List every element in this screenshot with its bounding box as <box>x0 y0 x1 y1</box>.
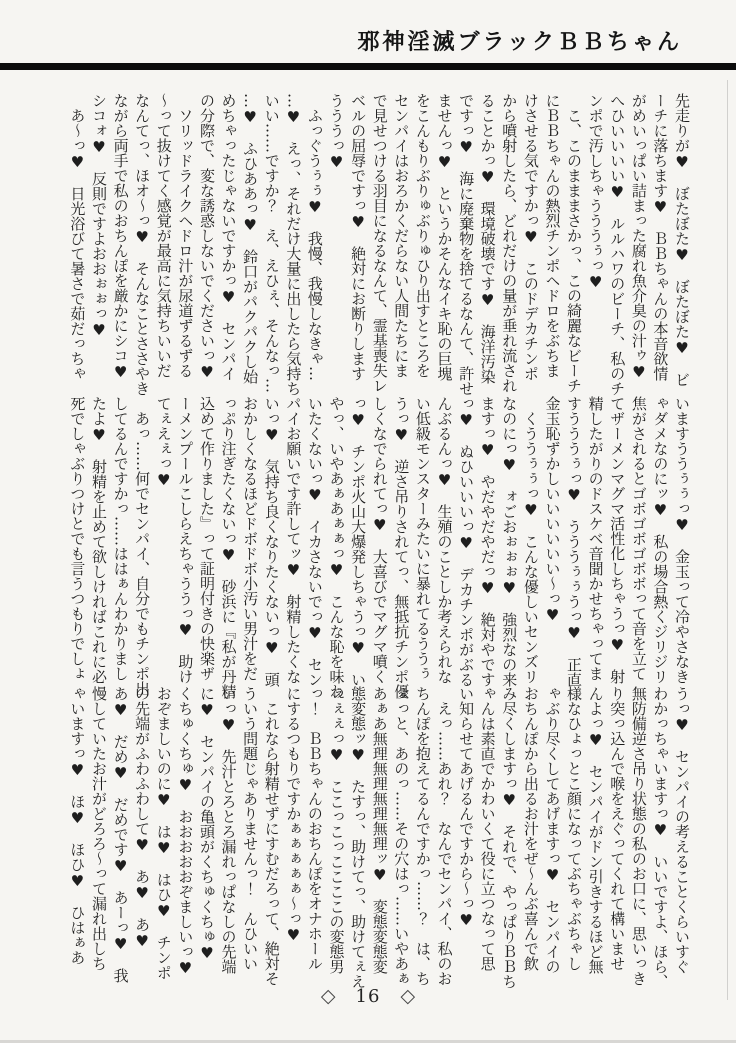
text-column: えっ……あれ？ なんでセンパイ、私のお <box>435 686 454 986</box>
text-column: たよ♥ 射精を止めて欲しければこれに必 <box>89 396 108 684</box>
page-title: 邪神淫滅ブラックＢＢちゃん <box>357 29 682 55</box>
text-column: っぷり注ぎたくないっ♥ 砂浜に『私が丹精 <box>219 396 238 699</box>
text-column: いい……ですか？ え、えひぇ、そんなっ… <box>262 93 281 393</box>
text-block-1 <box>66 93 692 396</box>
text-column: いっ♥ 先汁とろとろ漏れっぱなしの先端 <box>219 686 238 974</box>
text-column: 金玉恥ずかしいいいいいい～っ♥ <box>543 396 562 624</box>
text-column: ながら両手で私のおちんぽを厳かにシコ♥ <box>111 93 130 381</box>
text-column: に♥ センパイの亀頭がくちゅくちゅ♥ <box>197 686 216 962</box>
text-column: うううっ♥ <box>327 93 346 171</box>
text-column: ることかっ♥ 環境破壊です♥ 海洋汚染 <box>478 93 497 384</box>
text-column: あ♥ だめ♥ だめです♥ あーっ♥ 我 <box>111 686 130 983</box>
text-column: センパイはおろかくだらない人間たちにま <box>392 93 411 378</box>
text-column: シコォ♥ 反則ですよおおぉぉっ♥ <box>89 93 108 339</box>
text-column: り突っ込んで喉をえぐってくれて構いませ <box>608 686 627 971</box>
text-column: 精したがりのドスケベ音聞かせちゃってま <box>586 396 605 681</box>
text-column: 先走りが♥ ぼたぼた♥ ぼたぼた♥ ビ <box>673 93 691 387</box>
text-block-3 <box>66 686 692 989</box>
page-footer <box>0 986 736 1007</box>
text-column: 様なひょっとこ顔になってぶちゃぶちゃし <box>565 686 584 971</box>
text-column: あ～っ♥ 日光浴びて暑さで茹だっちゃ <box>68 93 87 381</box>
text-column: ゃぶり尽くしてあげますっ♥ センパイの <box>543 686 562 974</box>
text-column: なんてっ、ほオ～っ♥ そんなことささやき <box>133 93 152 396</box>
text-column: んよっ♥ センパイがドン引きするほど無 <box>586 686 605 974</box>
text-column: いたくないっ♥ イカさないでっ♥ セン <box>305 396 324 687</box>
text-column: 焦がされるとゴボゴボゴボボって音を立て <box>629 396 648 681</box>
text-column: で見せつける羽目になるなんて、霊基喪失レ <box>370 93 389 393</box>
text-column: い低級モンスターみたいに暴れてるううぅ <box>413 396 432 681</box>
text-column: 無防備逆さ吊り状態の私のお口に、思いっき <box>629 686 648 986</box>
text-column: してるんですかっ……ははぁんわかりまし <box>111 396 130 681</box>
text-column: ぇぇぇっ♥ ここっこっここここの変態男 <box>327 686 346 974</box>
text-column: ちんぽを抱えてるんですかっ……？ は、ち <box>413 686 432 986</box>
text-column: ふっぐうぅぅ♥ 我慢、我慢しなきゃ… <box>305 93 324 381</box>
text-column: をこんもりぶりゅぶりゅひり出すところを <box>413 93 432 378</box>
scan-artifact-line <box>727 80 728 1000</box>
text-column: にするつもりですかぁぁぁぁぁ～っ♥ <box>284 686 303 944</box>
text-column: んぶるんっ♥ 生殖のことしか考えられな <box>435 396 454 684</box>
text-column: なのにっ♥ ォごおぉぉぉ♥ 強烈なの来 <box>500 396 519 687</box>
text-column: ゃダメなのにッ♥ 私の場合熱くジリジリ <box>651 396 670 684</box>
text-column: ですっ♥ 海に廃棄物を捨てるなんて、許せ <box>457 93 476 396</box>
text-column: おかしくなるほどドボドボ小汚い男汁をだ <box>241 396 260 681</box>
text-column: の先端がふわふわして♥ あ♥ あ♥ <box>133 686 152 950</box>
text-column: ーチに落ちます♥ ＢＢちゃんの本音欲情 <box>651 93 670 381</box>
text-column: いっ♥ 気持ち良くなりたくないっ♥ 頭 <box>262 396 281 687</box>
header-rule <box>0 63 736 70</box>
text-column: ょっと、あのっ……その穴はっ……いやあぁ <box>392 686 411 986</box>
text-column: から噴射したら、どれだけの量が垂れ流され <box>500 93 519 393</box>
text-column: こ、このまままさかっ、この綺麗なビーチ <box>565 93 584 393</box>
text-column: にＢＢちゃんの熱烈チンポヘドロをぶちま <box>543 93 562 378</box>
text-column: てぇえぇっ♥ <box>154 396 173 489</box>
text-column: うっ♥ センパイの考えることくらいすぐ <box>673 686 691 974</box>
text-column: 死でしゃぶりつけとでも言うつもりでしょ <box>68 396 87 681</box>
text-column: ソリッドライクヘドロ汁が尿道ずるずる <box>176 93 195 378</box>
text-column: あっ……何でセンパイ、自分でもチンポ出 <box>133 396 152 696</box>
text-column: ゃいますっ♥ ほ♥ ほひ♥ ひはぁあ <box>68 686 87 965</box>
text-column: すうううぅっ♥ うううぅぅうっ♥ 正直 <box>565 396 584 687</box>
text-column: めちゃったじゃないですかっ♥ センパイ <box>219 93 238 381</box>
text-column: の分際で、変な誘惑しないでくださいっ♥ <box>197 93 216 381</box>
text-column: あぁあ無理無理無理無理ッ♥ 変態変態変 <box>370 686 389 974</box>
text-column: …♥ ふひああっ♥ 鈴口がパクパクし始 <box>241 93 260 384</box>
text-column: やっ、いやあぁあぁぁっ♥ こんな恥を味わ <box>327 396 346 699</box>
text-column: ませんっ♥ というかそんなイキ恥の巨塊 <box>435 93 454 381</box>
text-column: けさせる気ですかっ♥ このドデカチンポ <box>521 93 540 381</box>
text-column: いますううぅぅっ♥ 金玉って冷やさなき <box>673 396 691 684</box>
text-column: がめいっぱい詰まった腐れ魚介臭の汁ゥ♥ <box>629 93 648 381</box>
text-column: これなら射精せずにすむだろって、絶対そ <box>262 686 281 986</box>
text-block-2 <box>66 396 692 699</box>
page-number: 16 <box>355 986 381 1007</box>
text-column: 慢していたお汁がどろろ～って漏れ出しち <box>89 686 108 971</box>
text-column: ～って抜けてく感覚が最高に気持ちいいだ <box>154 93 173 378</box>
text-column: へひいいいい♥ ルルハワのビーチ、私のチ <box>608 93 627 396</box>
text-column: …♥ えっ、それだけ大量に出したら気持ち <box>284 93 303 396</box>
text-column: しくなでられてっ♥ 大喜びでマグマ噴く <box>370 396 389 684</box>
text-column: ーメンプールこしらえちゃううっ♥ 助け <box>176 396 195 684</box>
text-column: くちゅくちゅ♥ おおおおおぞましいっ♥ <box>176 686 195 977</box>
text-column: わかっちゃいますっ♥ いいですよ、ほら、 <box>651 686 670 989</box>
text-column: くううぅぅっ♥ こんな優しいセンズリ <box>521 396 540 684</box>
text-column: ンポで汚しちゃうううぅっ♥ <box>586 93 605 291</box>
text-column: てザーメンマグマ活性化しちゃうっ♥ 射 <box>608 396 627 684</box>
diamond-left-icon: ◇ <box>320 985 336 1007</box>
text-column: おちんぽから出るお汁をぜ～んぶ喜んで飲 <box>521 686 540 971</box>
text-column: ゃんは素直でかわいくて役に立つなって思 <box>478 686 497 971</box>
text-column: 込めて作りました』って証明付きの快楽ザ <box>197 396 216 681</box>
text-column: っ♥ ぬひいいいっ♥ デカチンポがぶる <box>457 396 476 687</box>
text-column: 態変態ッ♥ たすっ、助けてっ、助けてぇえ <box>349 686 368 989</box>
text-column: ベルの屈辱ですっ♥ 絶対にお断りします <box>349 93 368 381</box>
text-column: うっ♥ 逆さ吊りされてっ、無抵抗チンポ優 <box>392 396 411 699</box>
text-column: い知らせてあげるんですから～っ♥ <box>457 686 476 929</box>
text-column: っ♥ チンポ火山大爆発しちゃうっ♥ い <box>349 396 368 687</box>
text-column: み尽くしますっ♥ それで、やっぱりＢＢち <box>500 686 519 989</box>
text-column: ますっ♥ やだやだやだっ♥ 絶対やです <box>478 396 497 687</box>
text-column: パイお願いです許してッ♥ 射精したくな <box>284 396 303 684</box>
text-column: っ！ ＢＢちゃんのおちんぽをオナホール <box>305 686 324 971</box>
text-column: おぞましいのに♥ は♥ はひ♥ チンポ <box>154 686 173 980</box>
text-column: ういう問題じゃありませんっ！ んひいい <box>241 686 260 971</box>
diamond-right-icon: ◇ <box>400 985 416 1007</box>
